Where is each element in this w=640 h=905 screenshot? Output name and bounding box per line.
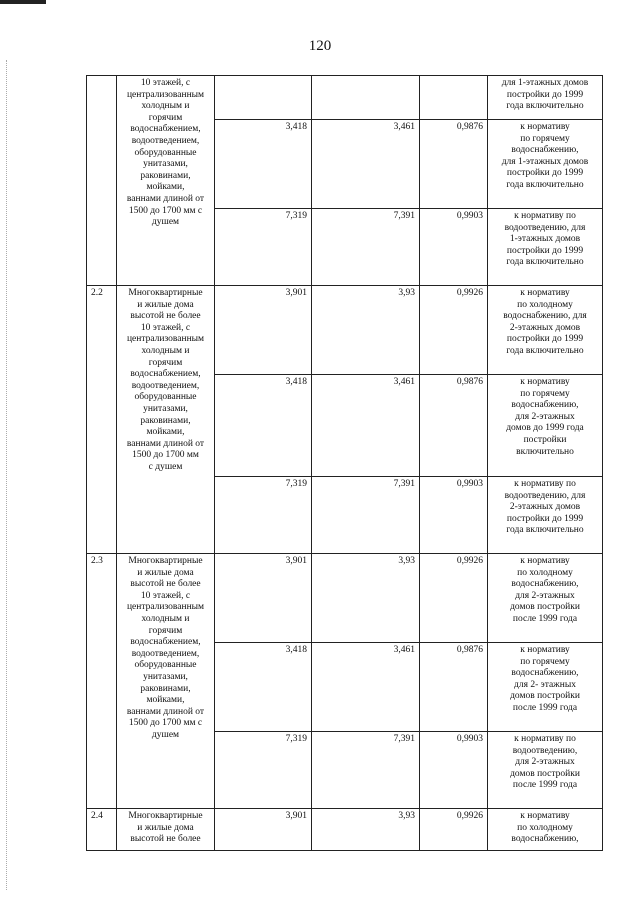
- note-cell: к нормативу по водоотведению, для 1-этажных домов постройки до 1999 года включительно: [488, 209, 603, 286]
- value-column-2: 3,93: [312, 286, 420, 375]
- value-column-1: 7,319: [215, 209, 312, 286]
- binding-edge: [6, 60, 7, 890]
- note-cell: к нормативу по горячему водоснабжению, для 2-этажных домов до 1999 года постройки включительно: [488, 375, 603, 477]
- value-column-2: 3,461: [312, 375, 420, 477]
- coefficient: 0,9876: [420, 120, 488, 209]
- value-column-2: 7,391: [312, 732, 420, 809]
- table-row: [87, 76, 603, 120]
- value-column-2: 7,391: [312, 209, 420, 286]
- table-row: [87, 554, 603, 643]
- value-column-2: 3,461: [312, 643, 420, 732]
- value-column-1: 3,901: [215, 554, 312, 643]
- value-column-2: 3,93: [312, 809, 420, 851]
- coefficient: 0,9903: [420, 477, 488, 554]
- value-column-1: 3,901: [215, 809, 312, 851]
- note-cell: к нормативу по горячему водоснабжению, для 2- этажных домов постройки после 1999 года: [488, 643, 603, 732]
- page-number: 120: [308, 38, 332, 54]
- table-row: [87, 286, 603, 375]
- value-column-1: 7,319: [215, 732, 312, 809]
- value-column-2: 3,93: [312, 554, 420, 643]
- scan-mark: [0, 0, 46, 4]
- housing-description: Многоквартирные и жилые дома высотой не более: [117, 809, 215, 851]
- item-number: [87, 76, 117, 286]
- value-column-2: [312, 76, 420, 120]
- coefficient: 0,9876: [420, 375, 488, 477]
- value-column-2: 7,391: [312, 477, 420, 554]
- coefficient: 0,9903: [420, 209, 488, 286]
- item-number: 2.3: [87, 554, 117, 809]
- value-column-2: 3,461: [312, 120, 420, 209]
- note-cell: к нормативу по водоотведению, для 2-этажных домов постройки до 1999 года включительно: [488, 477, 603, 554]
- housing-description: Многоквартирные и жилые дома высотой не более 10 этажей, с централизованным холодным и горячим водоснабжением, водоотведением, оборудованные унитазами, раковинами, мойками, ваннами длиной от 1500 до 1700 мм с душем: [117, 286, 215, 554]
- note-cell: к нормативу по водоотведению, для 2-этажных домов постройки после 1999 года: [488, 732, 603, 809]
- norms-table: [86, 75, 603, 851]
- value-column-1: 3,418: [215, 120, 312, 209]
- housing-description: 10 этажей, с централизованным холодным и горячим водоснабжением, водоотведением, оборудованные унитазами, раковинами, мойками, ваннами длиной от 1500 до 1700 мм с душем: [117, 76, 215, 286]
- coefficient: 0,9926: [420, 809, 488, 851]
- note-cell: к нормативу по горячему водоснабжению, для 1-этажных домов постройки до 1999 года включительно: [488, 120, 603, 209]
- coefficient: 0,9876: [420, 643, 488, 732]
- note-cell: к нормативу по холодному водоснабжению, для 2-этажных домов постройки до 1999 года включительно: [488, 286, 603, 375]
- value-column-1: 3,418: [215, 643, 312, 732]
- housing-description: Многоквартирные и жилые дома высотой не более 10 этажей, с централизованным холодным и горячим водоснабжением, водоотведением, оборудованные унитазами, раковинами, мойками, ваннами длиной от 1500 до 1700 мм с душем: [117, 554, 215, 809]
- value-column-1: 3,901: [215, 286, 312, 375]
- item-number: 2.2: [87, 286, 117, 554]
- note-cell: к нормативу по холодному водоснабжению,: [488, 809, 603, 851]
- note-cell: для 1-этажных домов постройки до 1999 года включительно: [488, 76, 603, 120]
- value-column-1: 7,319: [215, 477, 312, 554]
- table-row: [87, 809, 603, 851]
- coefficient: 0,9926: [420, 554, 488, 643]
- value-column-1: 3,418: [215, 375, 312, 477]
- coefficient: [420, 76, 488, 120]
- value-column-1: [215, 76, 312, 120]
- note-cell: к нормативу по холодному водоснабжению, для 2-этажных домов постройки после 1999 года: [488, 554, 603, 643]
- item-number: 2.4: [87, 809, 117, 851]
- coefficient: 0,9903: [420, 732, 488, 809]
- coefficient: 0,9926: [420, 286, 488, 375]
